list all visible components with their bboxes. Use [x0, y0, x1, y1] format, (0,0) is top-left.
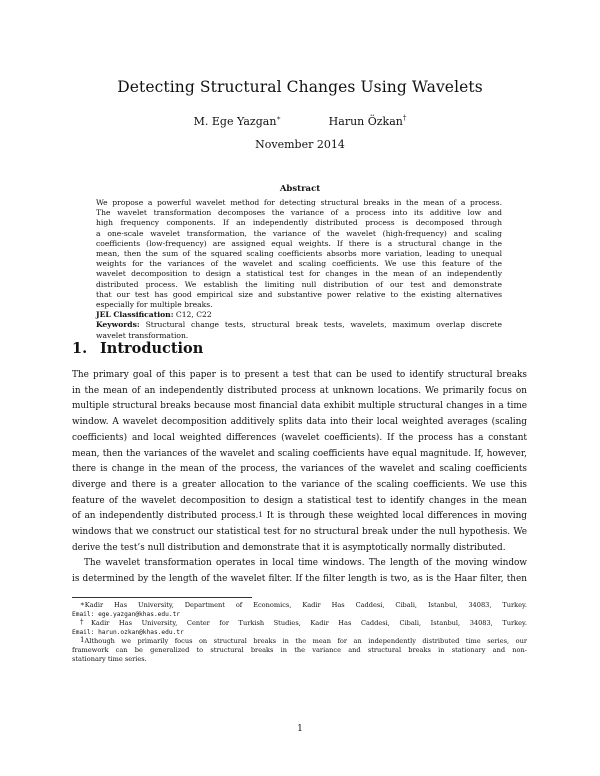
- footnote-3-line-1: Although we primarily focus on structural breaks in the mean for an independently distributed time series, our: [84, 637, 527, 646]
- body-line-10-head: of an independently distributed process.: [72, 511, 259, 522]
- paper-title: Detecting Structural Changes Using Wavelets: [117, 78, 483, 96]
- footnote-3-mark: 1: [80, 636, 85, 645]
- jel-label: JEL Classification:: [96, 310, 174, 320]
- footnote-3-line-2: framework can be generalized to structural breaks in the variance and structural breaks in stationary and non-: [72, 645, 527, 654]
- body-line-with-footnote: [72, 509, 527, 525]
- body-text: [72, 368, 527, 588]
- body-line: there is change in the mean of the process, the variances of the wavelet and scaling coefficients: [72, 464, 527, 475]
- footnote-3-line-3: stationary time series.: [72, 654, 147, 663]
- footnote-ref-1[interactable]: 1: [258, 511, 263, 520]
- footnote-1-mark: ∗: [80, 600, 85, 608]
- section-number: 1.: [72, 340, 88, 357]
- abstract-line: that our test has good empirical size and substantive power relative to the existing alternatives: [96, 289, 502, 299]
- section-heading: [72, 340, 203, 357]
- footnote-3: [72, 637, 527, 646]
- abstract-line: mean, then the sum of the squared scaling coefficients absorbs more variation, leading to unequal: [96, 249, 502, 259]
- keywords-label: Keywords:: [96, 320, 140, 330]
- body-line: windows that we construct our statistical test for no structural break under the null hypothesis. We: [72, 527, 527, 538]
- abstract-line: distributed process. We establish the limiting null distribution of our test and demonstrate: [96, 279, 502, 289]
- body-line: feature of the wavelet decomposition to design a statistical test to identify changes in the mean: [72, 495, 527, 506]
- abstract-line: coefficients (low-frequency) are assigned equal weights. If there is a structural change in the: [96, 238, 502, 248]
- keywords: [96, 320, 502, 330]
- keywords-line-1: Structural change tests, structural break tests, wavelets, maximum overlap discrete: [139, 320, 502, 330]
- footnotes: [72, 601, 527, 663]
- footnote-1-text: Kadir Has University, Department of Economics, Kadir Has Caddesi, Cibali, Istanbul, 34083, Turkey.: [84, 601, 527, 609]
- body-line-10-tail: It is through these weighted local differences in moving: [262, 511, 527, 522]
- body-line: derive the test’s null distribution and demonstrate that it is asymptotically normally distributed.: [72, 542, 506, 553]
- abstract-body: [96, 198, 502, 341]
- keywords-line-2: wavelet transformation.: [96, 330, 189, 340]
- author-2-name: Harun Özkan: [328, 115, 403, 128]
- abstract-line: especially for multiple breaks.: [96, 300, 213, 310]
- abstract-line: The wavelet transformation decomposes the variance of a process into its additive low and: [96, 208, 502, 218]
- body-line: multiple structural breaks because most financial data exhibit multiple structural changes in a time: [72, 401, 527, 412]
- body-line: window. A wavelet decomposition additively splits data into their local weighted averages (scaling: [72, 417, 527, 428]
- author-1-name: M. Ege Yazgan: [193, 115, 277, 128]
- footnote-2-email-link[interactable]: harun.ozkan@khas.edu.tr: [98, 628, 184, 636]
- body-line: The wavelet transformation operates in local time windows. The length of the moving window: [84, 558, 527, 569]
- body-line: diverge and there is a greater allocation to the variance of the scaling coefficients. We use this: [72, 479, 527, 490]
- footnote-1-email: [72, 610, 527, 620]
- author-list: [0, 115, 600, 128]
- footnote-2-email-label: Email:: [72, 628, 99, 636]
- abstract-line: weights for the variances of the wavelet and scaling coefficients. We use this feature of the: [96, 259, 502, 269]
- footnote-rule: [72, 597, 252, 598]
- author-2: [329, 115, 407, 128]
- abstract-heading: Abstract: [279, 184, 321, 194]
- page-number: 1: [297, 724, 303, 734]
- section-title: Introduction: [100, 340, 204, 357]
- footnote-2-mark: †: [80, 618, 91, 627]
- paper-date: November 2014: [255, 138, 345, 151]
- jel-classification: [96, 310, 502, 320]
- author-1: [194, 115, 282, 128]
- footnote-1-email-link[interactable]: ege.yazgan@khas.edu.tr: [98, 610, 181, 618]
- footnote-1-email-label: Email:: [72, 610, 99, 618]
- body-line: in the mean of an independently distributed process at unknown locations. We primarily focus on: [72, 385, 527, 396]
- abstract-line: We propose a powerful wavelet method for detecting structural breaks in the mean of a process.: [96, 198, 502, 207]
- footnote-1: [72, 601, 527, 610]
- footnote-2: [72, 619, 527, 628]
- author-2-mark: †: [402, 114, 407, 122]
- footnote-2-text: Kadir Has University, Center for Turkish Studies, Kadir Has Caddesi, Cibali, Istanbul, 34083, Turkey.: [91, 619, 528, 628]
- abstract-line: high frequency components. If an independently distributed process is decomposed through: [96, 218, 502, 228]
- abstract-line: a one-scale wavelet transformation, the variance of the wavelet (high-frequency) and scaling: [96, 228, 502, 238]
- body-line: The primary goal of this paper is to present a test that can be used to identify structural breaks: [72, 370, 527, 380]
- body-line: coefficients) and local weighted differences (wavelet coefficients). If the process has a constant: [72, 432, 527, 443]
- body-line: mean, then the variances of the wavelet and scaling coefficients have equal magnitude. If, however,: [72, 448, 527, 459]
- footnote-2-email: [72, 628, 527, 638]
- author-1-mark: ∗: [276, 114, 282, 122]
- jel-value: C12, C22: [173, 310, 212, 320]
- body-line: is determined by the length of the wavelet filter. If the filter length is two, as is the Haar filter, then: [72, 574, 527, 585]
- abstract-line: wavelet decomposition to design a statistical test for changes in the mean of an independently: [96, 269, 502, 279]
